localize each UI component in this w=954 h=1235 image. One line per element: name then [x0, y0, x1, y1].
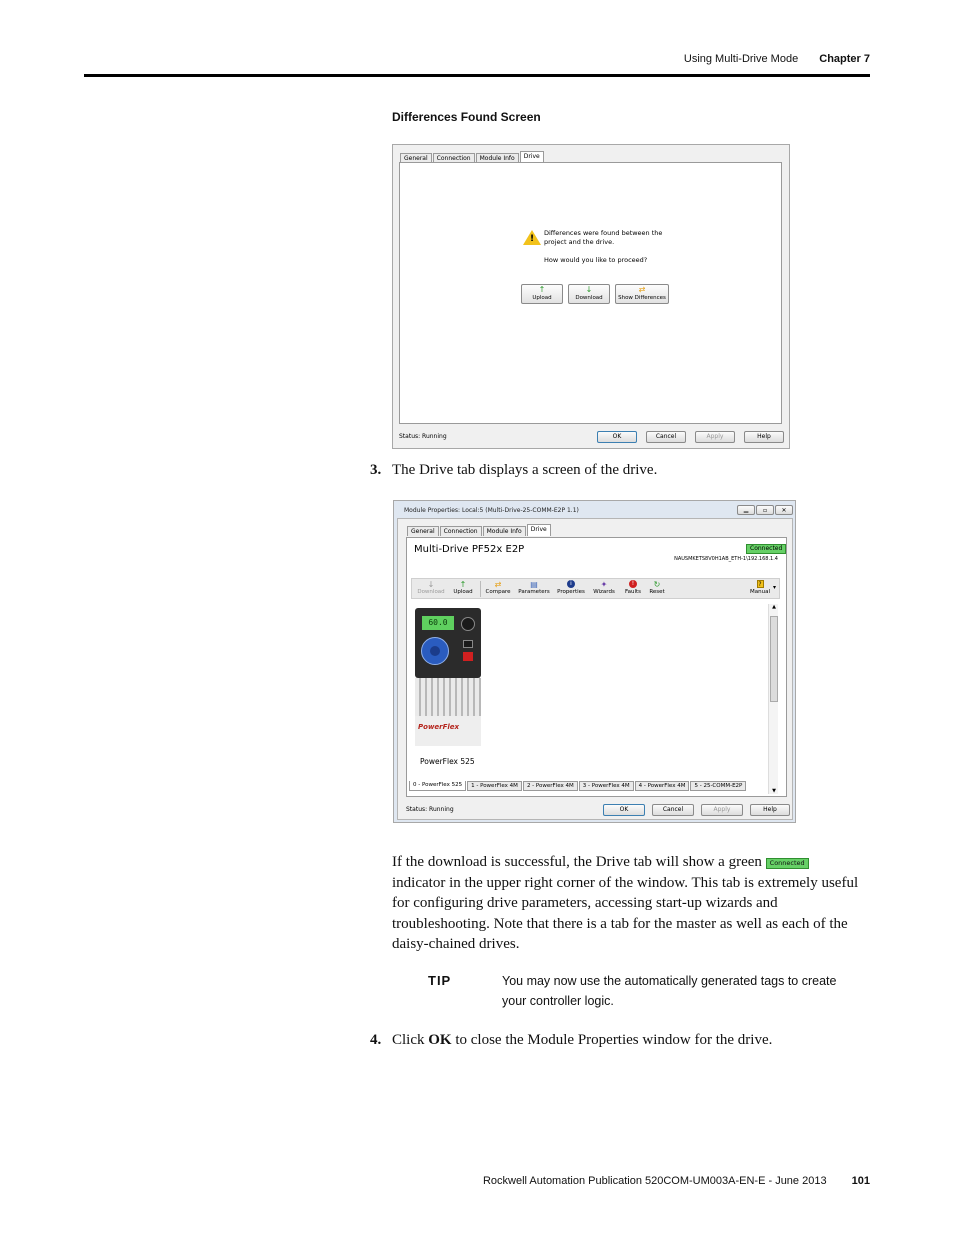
- drive-name: Multi-Drive PF52x E2P: [414, 544, 525, 555]
- minimize-button[interactable]: ▁: [737, 505, 755, 515]
- tab-connection[interactable]: Connection: [440, 526, 482, 536]
- status-text: Status: Running: [406, 806, 454, 813]
- ok-button[interactable]: OK: [597, 431, 637, 443]
- tab-module-info[interactable]: Module Info: [476, 153, 519, 163]
- show-differences-button[interactable]: [615, 284, 669, 304]
- step-3: [370, 462, 658, 479]
- warning-icon-mark: !: [530, 234, 535, 244]
- tab-drive[interactable]: Drive: [527, 524, 551, 536]
- drive-tab-3[interactable]: 3 - PowerFlex 4M: [579, 781, 634, 791]
- drive-potentiometer-knob: [461, 617, 475, 631]
- download-label: Download: [575, 295, 603, 301]
- upload-arrow-icon: ↑: [538, 285, 546, 294]
- properties-tool[interactable]: [554, 580, 588, 595]
- tab-general[interactable]: General: [407, 526, 439, 536]
- page-footer: [483, 1175, 870, 1187]
- reset-icon: ↻: [653, 580, 661, 589]
- download-tool-label: Download: [417, 589, 445, 595]
- window-title: Module Properties: Local:5 (Multi-Drive-25-COMM-E2P 1.1): [404, 507, 579, 514]
- step-suffix: to close the Module Properties window for the drive.: [451, 1032, 773, 1048]
- publication-info: Rockwell Automation Publication 520COM-UM003A-EN-E - June 2013: [482, 1175, 827, 1187]
- chapter-label: Chapter 7: [819, 53, 870, 65]
- manual-dropdown-icon[interactable]: ▾: [773, 584, 777, 591]
- scroll-up-arrow-icon[interactable]: ▲: [772, 604, 776, 610]
- drive-path: NAUSMKETS8V0H1AB_ETH-1\192.168.1.4: [674, 556, 778, 562]
- download-button[interactable]: [568, 284, 610, 304]
- upload-tool-label: Upload: [453, 589, 473, 595]
- status-text: Status: Running: [399, 433, 447, 440]
- upload-tool[interactable]: [450, 580, 476, 595]
- step-prefix: Click: [392, 1032, 429, 1048]
- inline-connected-indicator: Connected: [766, 858, 809, 869]
- ok-button[interactable]: OK: [603, 804, 645, 816]
- wizard-wand-icon: ✦: [600, 580, 608, 589]
- parameters-icon: ▤: [530, 580, 538, 589]
- tab-module-info[interactable]: Module Info: [483, 526, 526, 536]
- drive-tab-1[interactable]: 1 - PowerFlex 4M: [467, 781, 522, 791]
- cancel-button[interactable]: Cancel: [646, 431, 686, 443]
- tab-drive[interactable]: Drive: [520, 151, 544, 163]
- section-title: Using Multi-Drive Mode: [683, 53, 799, 65]
- manual-tool-label: Manual: [750, 589, 770, 595]
- reset-tool-label: Reset: [649, 589, 665, 595]
- help-button[interactable]: Help: [744, 431, 784, 443]
- apply-button[interactable]: Apply: [695, 431, 735, 443]
- faults-tool[interactable]: [621, 580, 645, 595]
- show-differences-label: Show Differences: [618, 295, 666, 301]
- wizards-tool[interactable]: [590, 580, 618, 595]
- cancel-button[interactable]: Cancel: [652, 804, 694, 816]
- compare-icon: ⇄: [494, 580, 502, 589]
- upload-label: Upload: [532, 295, 552, 301]
- drive-tabs: [409, 781, 746, 791]
- window-tabs: [407, 524, 552, 536]
- upload-arrow-icon: ↑: [459, 580, 467, 589]
- differences-dialog: [392, 144, 790, 449]
- parameters-tool[interactable]: [516, 580, 552, 595]
- module-properties-window: [393, 500, 796, 823]
- tab-connection[interactable]: Connection: [433, 153, 475, 163]
- help-button[interactable]: Help: [750, 804, 790, 816]
- toolbar-separator: [480, 581, 481, 597]
- download-tool[interactable]: [415, 580, 447, 595]
- faults-tool-label: Faults: [624, 589, 642, 595]
- drive-illustration: [415, 608, 481, 746]
- proceed-question: How would you like to proceed?: [544, 256, 648, 264]
- tip-label: TIP: [428, 973, 452, 988]
- reset-tool[interactable]: [646, 580, 668, 595]
- drive-start-button: [463, 640, 473, 648]
- upload-button[interactable]: [521, 284, 563, 304]
- apply-button[interactable]: Apply: [701, 804, 743, 816]
- step-text: The Drive tab displays a screen of the drive.: [392, 462, 658, 478]
- paragraph-text-before: If the download is successful, the Drive tab will show a green: [392, 854, 766, 870]
- drive-toolbar: [411, 578, 780, 599]
- drive-label-plate: [415, 716, 481, 746]
- close-window-button[interactable]: ✕: [775, 505, 793, 515]
- body-paragraph: [392, 852, 862, 955]
- drive-image-label: PowerFlex 525: [420, 757, 475, 766]
- step-number: 3.: [370, 462, 382, 478]
- tab-general[interactable]: General: [400, 153, 432, 163]
- drive-tab-5[interactable]: 5 - 25-COMM-E2P: [690, 781, 746, 791]
- tip-text: You may now use the automatically generated tags to create your controller logic.: [502, 974, 837, 1008]
- drive-tab-4[interactable]: 4 - PowerFlex 4M: [635, 781, 690, 791]
- drive-panel: [406, 537, 787, 797]
- info-icon: i: [567, 580, 575, 588]
- drive-brand: PowerFlex: [418, 723, 460, 731]
- paragraph-text-after: indicator in the upper right corner of the window. This tab is extremely useful for configuring drive parameters, accessing start-up wizards and troubleshooting. Note that there is a tab for the master as well as each of the daisy-chained drives.: [392, 874, 859, 952]
- figure-title: Differences Found Screen: [392, 110, 541, 124]
- fault-icon: !: [629, 580, 637, 588]
- header-rule: [84, 74, 870, 77]
- message-line-2: project and the drive.: [544, 238, 615, 246]
- drive-keypad-center: [430, 646, 440, 656]
- properties-tool-label: Properties: [557, 589, 585, 595]
- compare-tool-label: Compare: [485, 589, 511, 595]
- manual-tool[interactable]: [746, 580, 777, 595]
- drive-lcd-display: 60.0: [422, 616, 454, 630]
- download-arrow-icon: ↓: [427, 580, 435, 589]
- connected-indicator: Connected: [746, 544, 786, 554]
- drive-tab-0[interactable]: 0 - PowerFlex 525: [409, 781, 466, 791]
- drive-tab-panel: [399, 162, 782, 424]
- wizards-tool-label: Wizards: [593, 589, 615, 595]
- vertical-scrollbar[interactable]: [768, 604, 778, 794]
- drive-tab-2[interactable]: 2 - PowerFlex 4M: [523, 781, 578, 791]
- help-book-icon: ?: [758, 581, 762, 588]
- page-header: [684, 53, 870, 65]
- step-bold-ok: OK: [428, 1032, 452, 1048]
- parameters-tool-label: Parameters: [518, 589, 550, 595]
- window-body: [397, 518, 793, 820]
- compare-tool[interactable]: [483, 580, 513, 595]
- scroll-thumb[interactable]: [770, 616, 778, 702]
- download-arrow-icon: ↓: [585, 285, 593, 294]
- maximize-button[interactable]: ▫: [756, 505, 774, 515]
- step-4: [370, 1032, 773, 1049]
- drive-stop-button: [463, 652, 473, 661]
- compare-arrows-icon: ⇄: [638, 285, 646, 294]
- page-number: 101: [851, 1175, 870, 1187]
- scroll-down-arrow-icon[interactable]: ▼: [772, 788, 776, 794]
- step-number: 4.: [370, 1032, 382, 1048]
- message-line-1: Differences were found between the: [544, 229, 663, 237]
